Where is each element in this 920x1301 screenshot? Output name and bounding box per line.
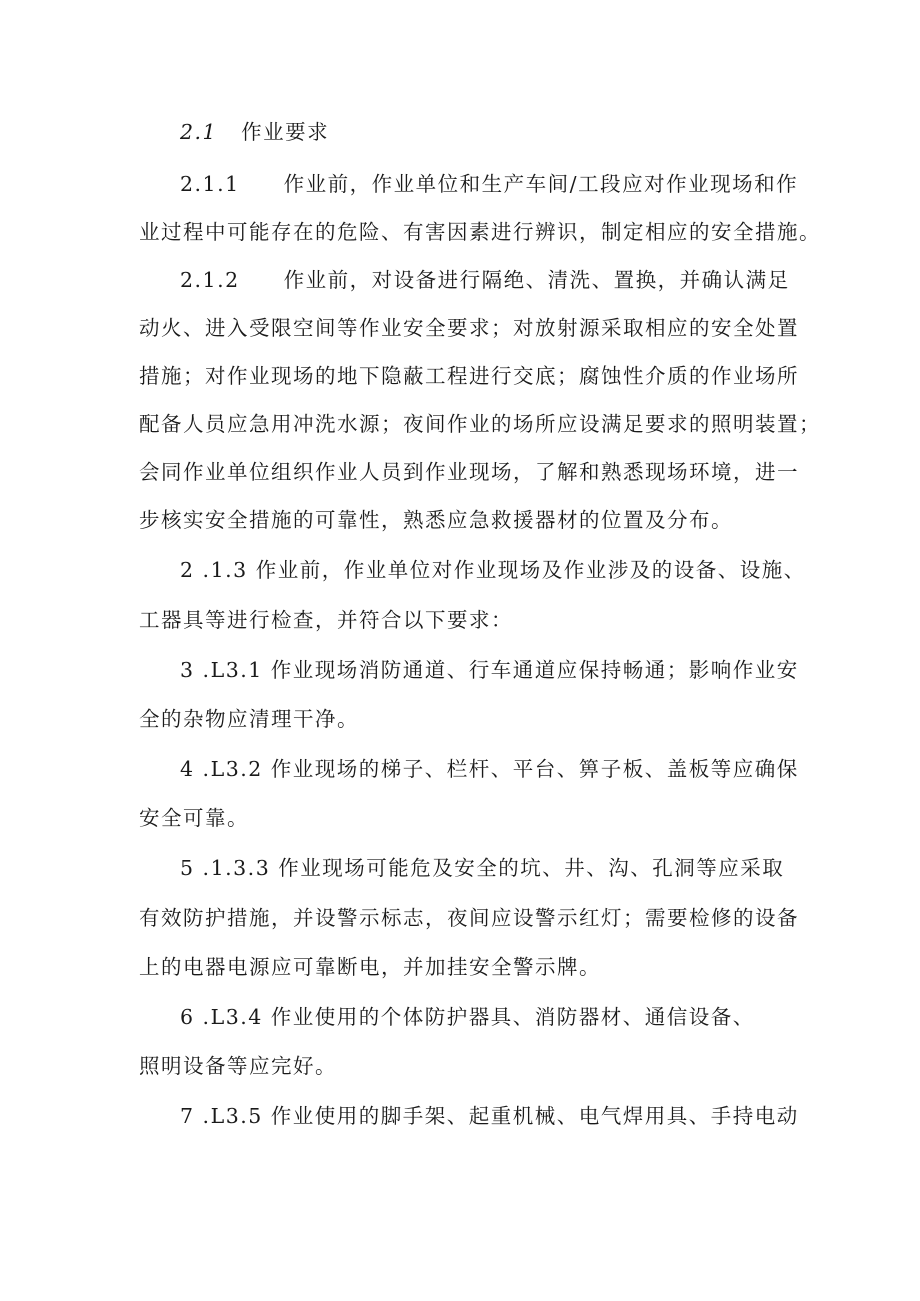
paragraph-line: 业过程中可能存在的危险、有害因素进行辨识，制定相应的安全措施。 xyxy=(139,220,821,244)
paragraph-line: 2 .1.3 作业前，作业单位对作业现场及作业涉及的设备、设施、 xyxy=(180,558,806,582)
paragraph-line: 照明设备等应完好。 xyxy=(139,1054,337,1078)
paragraph-line: 5 .1.3.3 作业现场可能危及安全的坑、井、沟、孔洞等应采取 xyxy=(180,856,785,880)
paragraph-line: 2.1.1 作业前，作业单位和生产车间/工段应对作业现场和作 xyxy=(180,172,799,196)
paragraph-line: 有效防护措施，并设警示标志，夜间应设警示红灯；需要检修的设备 xyxy=(139,906,799,930)
section-title: 作业要求 xyxy=(241,120,330,144)
paragraph-line: 上的电器电源应可靠断电，并加挂安全警示牌。 xyxy=(139,955,601,979)
paragraph-line: 动火、进入受限空间等作业安全要求；对放射源采取相应的安全处置 xyxy=(139,316,799,340)
paragraph-line: 工器具等进行检查，并符合以下要求： xyxy=(139,608,513,632)
paragraph-line: 安全可靠。 xyxy=(139,806,249,830)
paragraph-line: 3 .L3.1 作业现场消防通道、行车通道应保持畅通；影响作业安 xyxy=(180,658,799,682)
section-number: 2.1 xyxy=(180,120,218,144)
paragraph-line: 2.1.2 作业前，对设备进行隔绝、清洗、置换，并确认满足 xyxy=(180,268,790,292)
paragraph-line: 措施；对作业现场的地下隐蔽工程进行交底；腐蚀性介质的作业场所 xyxy=(139,364,799,388)
section-heading xyxy=(0,118,920,146)
paragraph-line: 全的杂物应清理干净。 xyxy=(139,707,359,731)
paragraph-line: 配备人员应急用冲洗水源；夜间作业的场所应设满足要求的照明装置； xyxy=(139,412,821,436)
paragraph-line: 会同作业单位组织作业人员到作业现场，了解和熟悉现场环境，进一 xyxy=(139,460,799,484)
paragraph-line: 步核实安全措施的可靠性，熟悉应急救援器材的位置及分布。 xyxy=(139,508,733,532)
paragraph-line: 4 .L3.2 作业现场的梯子、栏杆、平台、箅子板、盖板等应确保 xyxy=(180,757,799,781)
paragraph-line: 6 .L3.4 作业使用的个体防护器具、消防器材、通信设备、 xyxy=(180,1005,755,1029)
paragraph-line: 7 .L3.5 作业使用的脚手架、起重机械、电气焊用具、手持电动 xyxy=(180,1104,799,1128)
